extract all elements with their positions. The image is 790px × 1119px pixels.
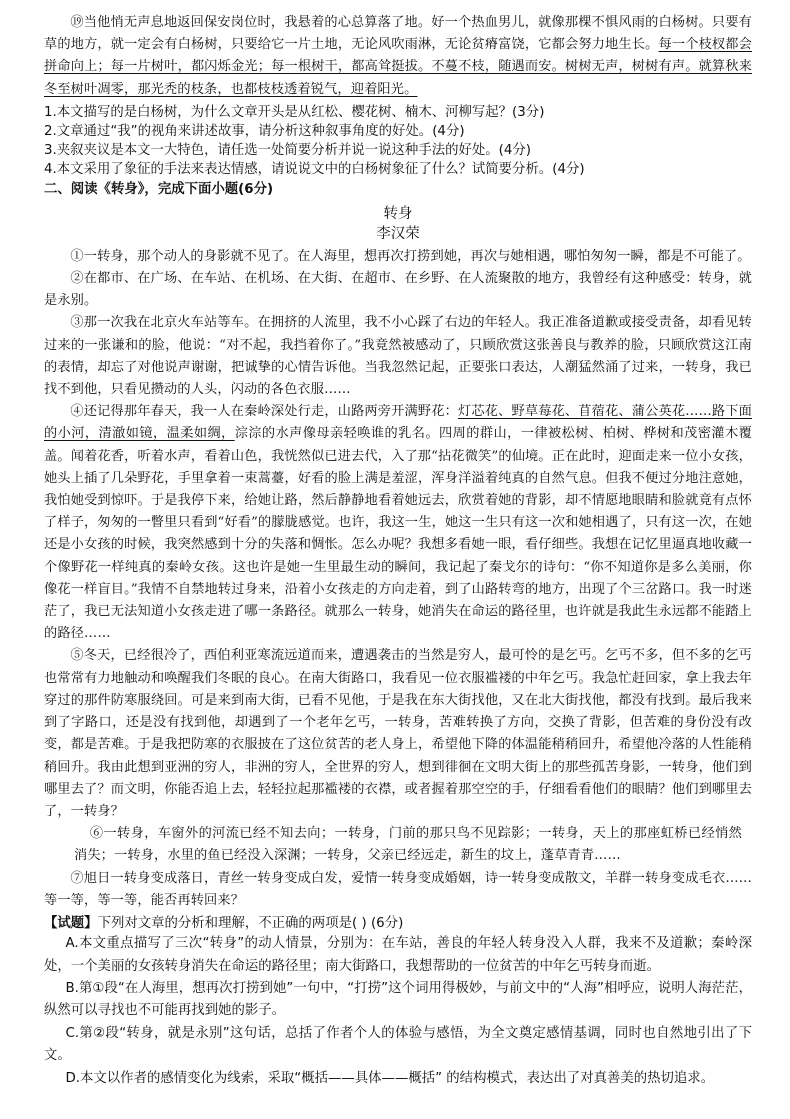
- question-3: 3.夹叙夹议是本文一大特色，请任选一处简要分析并说一说这种手法的好处。(4分): [44, 143, 532, 159]
- option-d: D.本文以作者的感情变化为线索，采取“概括——具体——概括” 的结构模式，表达出了对真善美的热切追求。: [65, 1070, 715, 1086]
- option-c: C.第②段“转身，就是永别”这句话，总括了作者个人的体验与感悟，为全文奠定感情基调，同时也自然地引出了下文。: [44, 1025, 752, 1064]
- paragraph-7: ⑦旭日一转身变成落日，青丝一转身变成白发，爱情一转身变成婚姻，诗一转身变成散文，羊群一转身变成毛衣……等一等，等一等，能否再转回来？: [44, 870, 752, 908]
- question-1: 1.本文描写的是白杨树，为什么文章开头是从红松、樱花树、楠木、河柳写起？(3分): [44, 104, 545, 120]
- question-text: 下列对文章的分析和理解，不正确的两项是( ) (6分): [97, 915, 404, 931]
- paragraph-2: ②在都市、在广场、在车站、在机场、在大街、在超市、在乡野、在人流聚散的地方，我曾经有这种感受：转身，就是永别。: [44, 271, 752, 309]
- question-2: 2.文章通过“我”的视角来讲述故事，请分析这种叙事角度的好处。(4分): [44, 124, 465, 140]
- question-stem: [44, 914, 752, 933]
- section-heading: 二、阅读《转身》，完成下面小题(6分): [44, 181, 274, 197]
- question-list: [44, 103, 752, 180]
- article-title: 转身: [383, 205, 413, 222]
- baiyang-paragraph-19: [44, 12, 752, 101]
- question-4: 4.本文采用了象征的手法来表达情感，请说说文中的白杨树象征了什么？试简要分析。(4分): [44, 162, 585, 178]
- paragraph-6: ⑥一转身，车窗外的河流已经不知去向；一转身，门前的那只鸟不见踪影；一转身，天上的那座虹桥已经悄然消失；一转身，水里的鱼已经没入深渊；一转身，父亲已经远走，新生的坟上，蓬草青青……: [74, 826, 742, 864]
- question-tag: 【试题】: [44, 915, 98, 931]
- option-b: B.第①段“在人海里，想再次打捞到她”一句中，“打捞”这个词用得极妙，与前文中的“人海”相呼应，说明人海茫茫，纵然可以寻找也不可能再找到她的影子。: [44, 980, 752, 1019]
- paragraph-4-lead: ④还记得那年春天，我一人在秦岭深处行走，山路两旁开满野花：: [70, 404, 458, 420]
- paragraph-1: ①一转身，那个动人的身影就不见了。在人海里，想再次打捞到她，再次与她相遇，哪怕匆匆一瞬，都是不可能了。: [70, 248, 751, 264]
- option-a: A.本文重点描写了三次“转身”的动人情景，分别为：在车站，善良的年轻人转身没入人群，我来不及道歉；秦岭深处，一个美丽的女孩转身消失在命运的路径里；南大街路口，我想帮助的一位贫苦的中年乞丐转身而逝。: [44, 936, 752, 974]
- paragraph-3: ③那一次我在北京火车站等车。在拥挤的人流里，我不小心踩了右边的年轻人。我正准备道歉或接受责备，却看见转过来的一张谦和的脸，他说：“对不起，我挡着你了。”我竟然被感动了，只顾欣赏这张善良与教养的脸，只顾欣赏这江南的表情，却忘了对他说声谢谢，把诚挚的心情告诉他。当我忽然记起，正要张口表达，人潮猛然涌了过来，一转身，我已找不到他，只看见攒动的人头，闪动的各色衣服……: [44, 315, 752, 398]
- paragraph-4-rest: 淙淙的水声像母亲轻唤谁的乳名。四周的群山，一律被松树、柏树、桦树和茂密灌木覆盖。闻着花香，听着水声，看着山色，我恍然似已进去代，入了那“拈花微笑”的仙境。正在此时，迎面走来一位小女孩，她头上插了几朵野花，手里拿着一束蒿薹，好看的脸上满是羞涩，浑身洋溢着纯真的自然气息。但我不便过分地注意她，我怕她受到惊吓。于是我停下来，给她让路，然后静静地看着她远去，欣赏着她的背影，却不情愿地眼睛和脸就竟有点怀了样子，匆匆的一瞥里只看到“好看”的朦胧感觉。也许，我这一生，她这一生只有这一次和她相遇了，只有这一次，在她还是小女孩的时候，我突然感到十分的失落和惆怅。怎么办呢？我想多看她一眼，看仔细些。我想在记忆里逼真地收藏一个像野花一样纯真的秦岭女孩。这也许是她一生里最生动的瞬间，我记起了秦戈尔的诗句：“你不知道你是多么美丽，你像花一样盲目。”我情不自禁地转过身来，沿着小女孩走的方向走着，到了山路转弯的地方，出现了个三岔路口。我一时迷茫了，我已无法知道小女孩走进了哪一条路径。就那么一转身，她消失在命运的路径里，也许就是我此生永远都不能踏上的路径……: [44, 426, 752, 642]
- paragraph-5: ⑤冬天，已经很冷了，西伯利亚寒流远道而来，遭遇袭击的当然是穷人，最可怜的是乞丐。乞丐不多，但不多的乞丐也常常有力地触动和唤醒我们冬眠的良心。在南大街路口，我看见一位衣服褴褛的中年乞丐。我急忙赶回家，拿上我去年穿过的那件防寒服绕回。可是来到南大街，已看不见他，于是我在东大街找他，又在北大街找他，都没有找到。最后我来到了字路口，还是没有找到他，却遇到了一个老年乞丐，一转身，苦难转换了方向，交换了背影，但苦难的身份没有改变，都是苦难。于是我把防寒的衣服披在了这位贫苦的老人身上，希望他下降的体温能稍稍回升，希望他冷落的人性能稍稍回升。我由此想到亚洲的穷人，非洲的穷人，全世界的穷人，想到徘徊在文明大街上的那些孤苦身影，一转身，他们到哪里去了？而文明，你能否追上去，轻轻拉起那褴褛的衣襟，或者握着那空空的手，仔细看看他们的眼睛？他们到哪里去了，一转身？: [44, 648, 752, 819]
- paragraph-4: [44, 401, 752, 645]
- article-body: [44, 246, 752, 912]
- option-list: [44, 933, 752, 1090]
- paragraph-text: ⑲当他悄无声息地返回保安岗位时，我悬着的心总算落了地。好一个热血男儿，就像那棵不惧风雨的白杨树。只要有草的地方，就一定会有白杨树，只要给它一片土地，无论风吹雨淋，无论贫瘠富饶，它都会努力地生长。: [44, 15, 752, 53]
- underlined-passage: 每一个枝杈都会拼命向上；每一片树叶，都闪烁金光；每一根树干，都高耸挺拔。不蔓不枝，随遇而安。树树无声，树树有声。就算秋来冬至树叶凋零，那光秃的枝条，也都枝枝透着锐气，迎着阳光。: [44, 37, 752, 97]
- article-author: 李汉荣: [376, 225, 420, 242]
- paragraph-4-underlined: 灯芯花、野草莓花、苜蓿花、蒲公英花……路下面的小河，清澈如镜，温柔如绸，: [44, 404, 752, 442]
